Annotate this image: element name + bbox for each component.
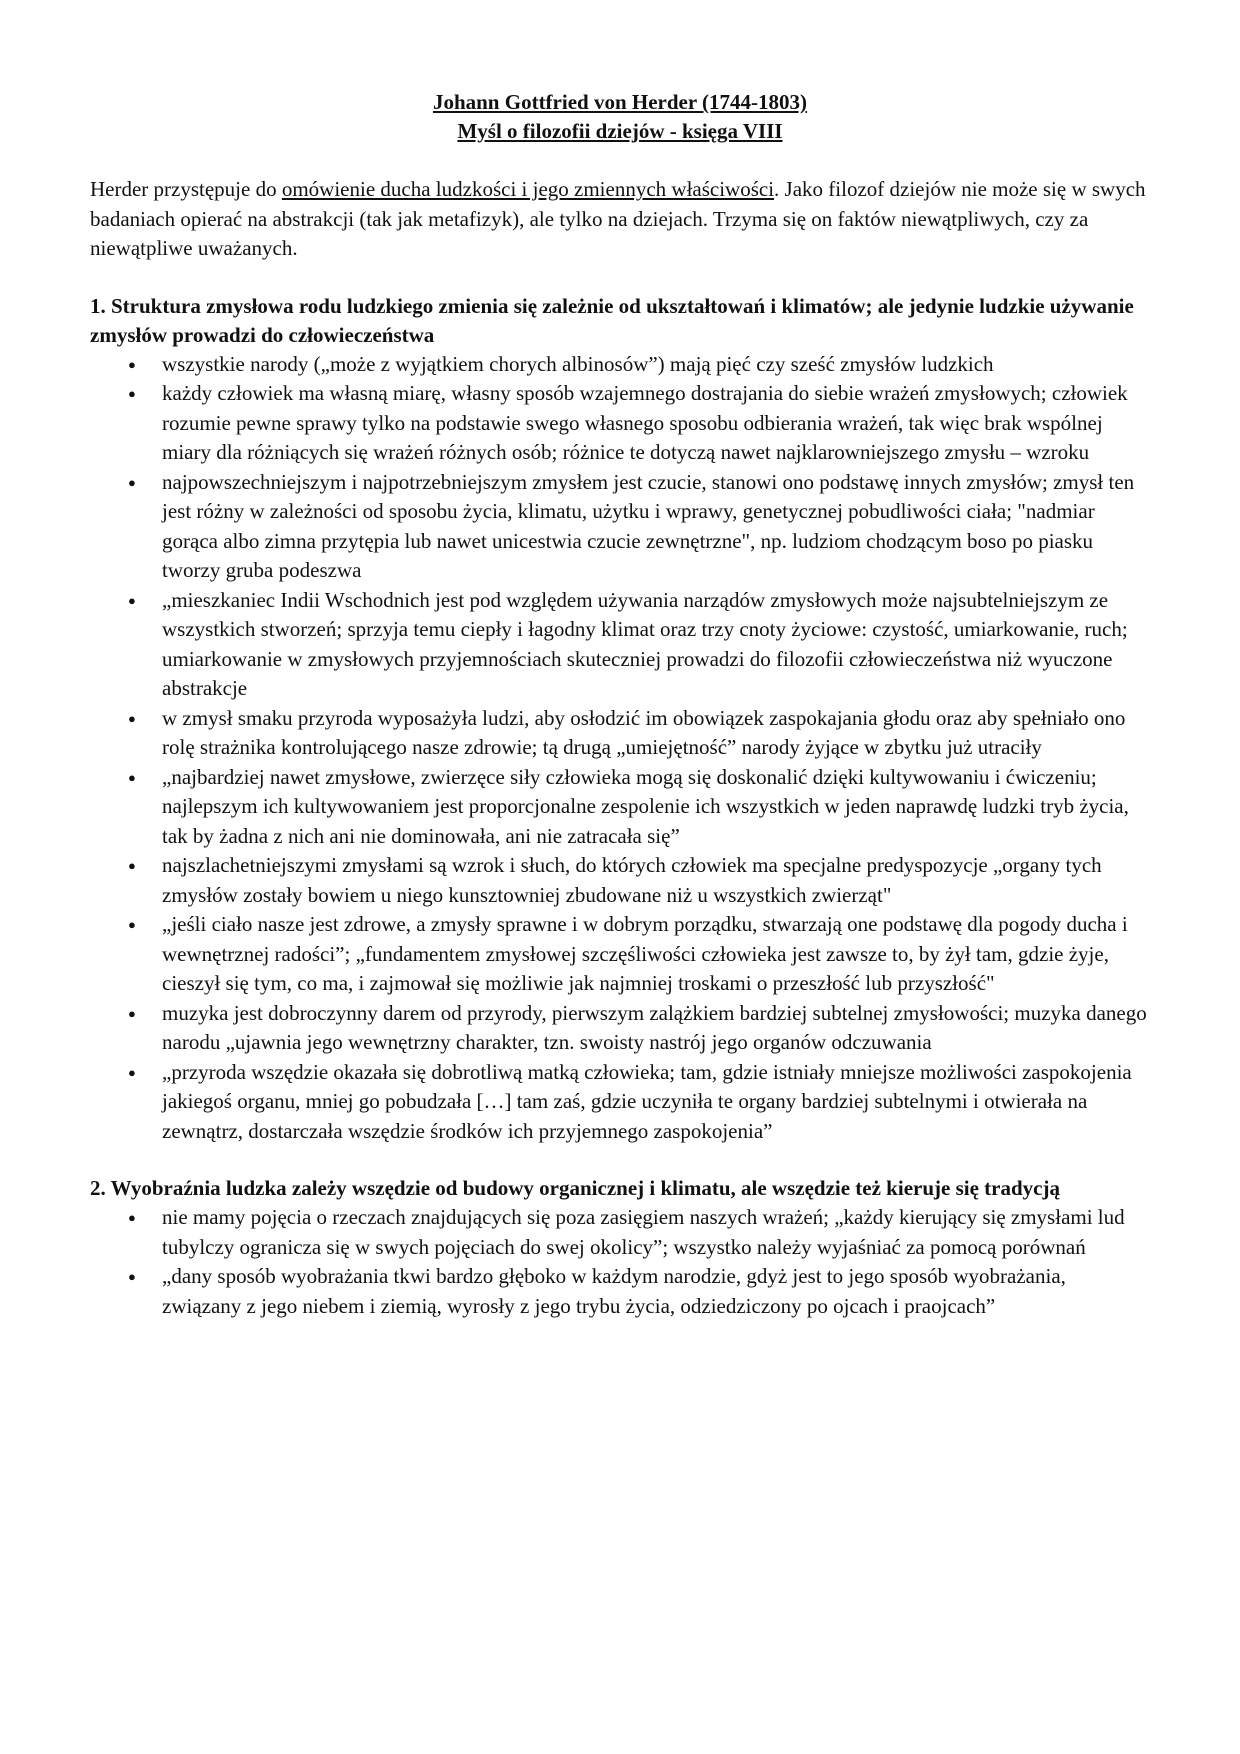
intro-underlined: omówienie ducha ludzkości i jego zmiennych właściwości [281,177,775,201]
document-subtitle: Myśl o filozofii dziejów - księga VIII [457,119,783,143]
list-item: ● wszystkie narody („może z wyjątkiem chorych albinosów”) mają pięć czy sześć zmysłów ludzkich [90,350,1150,380]
section-2-list [90,1203,1150,1321]
list-item: ● „przyroda wszędzie okazała się dobrotliwą matką człowieka; tam, gdzie istniały mniejsze możliwości zaspokojenia jakiegoś organu, mniej go pobudzała […] tam zaś, gdzie uczyniła te organy bardziej subtelnymi i otwierała na zewnątrz, dostarczała wszędzie środków ich przyjemnego zaspokojenia” [90,1058,1150,1147]
list-item: ● najpowszechniejszym i najpotrzebniejszym zmysłem jest czucie, stanowi ono podstawę innych zmysłów; zmysł ten jest różny w zależności od sposobu życia, klimatu, użytku i wprawy, genetycznej pobudliwości ciała; "nadmiar gorąca albo zimna przytępia lub nawet unicestwia czucie zewnętrzne", np. ludziom chodzącym boso po piasku tworzy gruba podeszwa [90,468,1150,586]
list-item: ● „najbardziej nawet zmysłowe, zwierzęce siły człowieka mogą się doskonalić dzięki kultywowaniu i ćwiczeniu; najlepszym ich kultywowaniem jest proporcjonalne zespolenie ich wszystkich w jeden naprawdę ludzki tryb życia, tak by żadna z nich ani nie dominowała, ani nie zatracała się” [90,763,1150,852]
list-item: ● „dany sposób wyobrażania tkwi bardzo głęboko w każdym narodzie, gdyż jest to jego sposób wyobrażania, związany z jego niebem i ziemią, wyrosły z jego trybu życia, odziedziczony po ojcach i praojcach” [90,1262,1150,1321]
intro-paragraph [90,175,1150,264]
list-item: ● nie mamy pojęcia o rzeczach znajdujących się poza zasięgiem naszych wrażeń; „każdy kierujący się zmysłami lud tubylczy ogranicza się w swych pojęciach do swej okolicy”; wszystko należy wyjaśniać za pomocą porównań [90,1203,1150,1262]
document-page [90,88,1150,1321]
intro-text: Herder przystępuje do [90,177,282,201]
list-item: ● w zmysł smaku przyroda wyposażyła ludzi, aby osłodzić im obowiązek zaspokajania głodu oraz aby spełniało ono rolę strażnika kontrolującego nasze zdrowie; tą drugą „umiejętność” narody żyjące w zbytku już utraciły [90,704,1150,763]
section-1-heading: 1. Struktura zmysłowa rodu ludzkiego zmienia się zależnie od ukształtowań i klimatów; ale jedynie ludzkie używanie zmysłów prowadzi do człowieczeństwa [90,293,1134,347]
intro-text-continued: . Jako filozof dziejów nie może się w swych badaniach opierać na abstrakcji (tak jak metafizyk), ale tylko na dziejach. Trzyma się on faktów niewątpliwych, czy za niewątpliwe uważanych. [90,177,1146,260]
document-title: Johann Gottfried von Herder (1744-1803) [432,90,808,114]
list-item: ● każdy człowiek ma własną miarę, własny sposób wzajemnego dostrajania do siebie wrażeń zmysłowych; człowiek rozumie pewne sprawy tylko na podstawie swego własnego sposobu odbierania wrażeń, tak więc brak wspólnej miary dla różniących się wrażeń różnych osób; różnice te dotyczą nawet najklarowniejszego zmysłu – wzroku [90,379,1150,468]
list-item: ● najszlachetniejszymi zmysłami są wzrok i słuch, do których człowiek ma specjalne predyspozycje „organy tych zmysłów zostały bowiem u niego kunsztowniej zbudowane niż u wszystkich zwierząt" [90,851,1150,910]
section-1-list [90,350,1150,1147]
list-item: ● „mieszkaniec Indii Wschodnich jest pod względem używania narządów zmysłowych może najsubtelniejszym ze wszystkich stworzeń; sprzyja temu ciepły i łagodny klimat oraz trzy cnoty życiowe: czystość, umiarkowanie, ruch; umiarkowanie w zmysłowych przyjemnościach skuteczniej prowadzi do filozofii człowieczeństwa niż wyuczone abstrakcje [90,586,1150,704]
list-item: ● muzyka jest dobroczynny darem od przyrody, pierwszym zalążkiem bardziej subtelnej zmysłowości; muzyka danego narodu „ujawnia jego wewnętrzny charakter, tzn. swoisty nastrój jego organów odczuwania [90,999,1150,1058]
section-2-heading: 2. Wyobraźnia ludzka zależy wszędzie od budowy organicznej i klimatu, ale wszędzie też kieruje się tradycją [90,1176,1060,1200]
list-item: ● „jeśli ciało nasze jest zdrowe, a zmysły sprawne i w dobrym porządku, stwarzają one podstawę dla pogody ducha i wewnętrznej radości”; „fundamentem zmysłowej szczęśliwości człowieka jest zawsze to, by żył tam, gdzie żyje, cieszył się tym, co ma, i zajmował się możliwie jak najmniej troskami o przeszłość lub przyszłość" [90,910,1150,999]
